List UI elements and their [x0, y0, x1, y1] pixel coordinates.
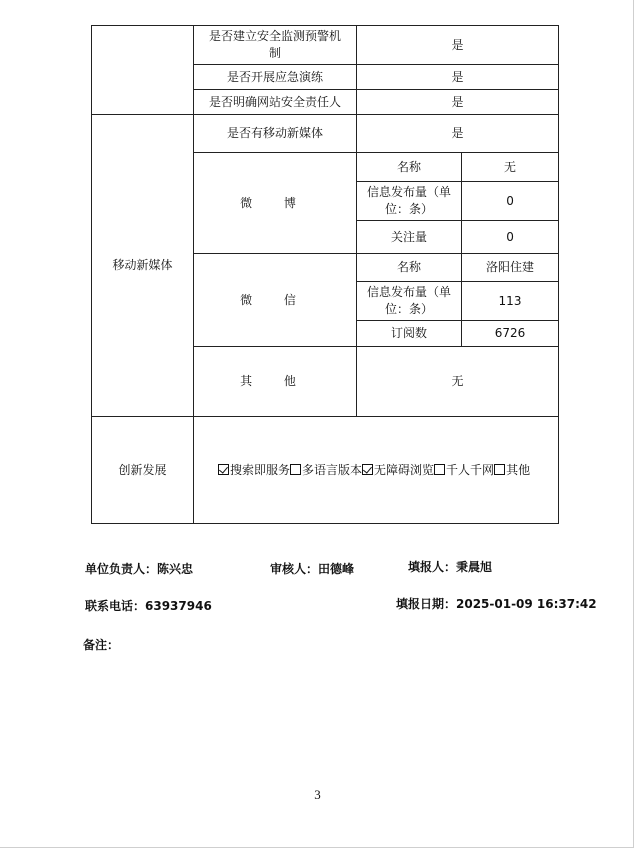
table-row	[92, 26, 559, 65]
wechat-subs-value: 6726	[462, 321, 559, 347]
remarks: 备注：	[83, 638, 120, 652]
option-label: 其他	[506, 462, 531, 477]
drill-value: 是	[357, 65, 559, 90]
option-label: 千人千网	[446, 462, 495, 477]
innovation-option[interactable]	[434, 463, 494, 477]
innovation-options	[194, 417, 559, 524]
other-value: 无	[357, 347, 559, 417]
option-label: 搜索即服务	[230, 462, 291, 477]
checkbox-icon[interactable]	[434, 464, 445, 475]
weibo-name-label: 名称	[357, 153, 462, 182]
has-mobile-value: 是	[357, 115, 559, 153]
fill-date: 填报日期：2025-01-09 16:37:42	[396, 597, 597, 611]
mobile-section-label: 移动新媒体	[92, 115, 194, 417]
weibo-posts-label: 信息发布量（单位：条）	[357, 182, 462, 221]
monitoring-value: 是	[357, 26, 559, 65]
option-label: 无障碍浏览	[374, 462, 435, 477]
empty-section-cell	[92, 26, 194, 115]
page-number: 3	[314, 787, 321, 802]
wechat-posts-value: 113	[462, 282, 559, 321]
checkbox-icon[interactable]	[494, 464, 505, 475]
responsible-value: 是	[357, 90, 559, 115]
innovation-option[interactable]	[218, 463, 290, 477]
weibo-posts-value: 0	[462, 182, 559, 221]
weibo-follow-label: 关注量	[357, 221, 462, 254]
checkbox-icon[interactable]	[218, 464, 229, 475]
table-row	[92, 417, 559, 524]
report-table	[91, 25, 559, 524]
phone: 联系电话：63937946	[85, 599, 212, 613]
has-mobile-label: 是否有移动新媒体	[194, 115, 357, 153]
filler: 填报人：秉晨旭	[408, 560, 493, 574]
wechat-name-value: 洛阳住建	[462, 254, 559, 282]
monitoring-label: 是否建立安全监测预警机制	[194, 26, 357, 65]
weibo-name-value: 无	[462, 153, 559, 182]
reviewer: 审核人：田德峰	[270, 562, 355, 576]
innovation-option[interactable]	[362, 463, 434, 477]
wechat-label: 微 信	[194, 254, 357, 347]
other-label: 其 他	[194, 347, 357, 417]
innovation-section-label: 创新发展	[92, 417, 194, 524]
innovation-option[interactable]	[290, 463, 362, 477]
unit-head: 单位负责人：陈兴忠	[85, 562, 194, 576]
checkbox-icon[interactable]	[362, 464, 373, 475]
table-row	[92, 115, 559, 153]
drill-label: 是否开展应急演练	[194, 65, 357, 90]
weibo-follow-value: 0	[462, 221, 559, 254]
wechat-subs-label: 订阅数	[357, 321, 462, 347]
innovation-option[interactable]	[494, 463, 530, 477]
weibo-label: 微 博	[194, 153, 357, 254]
wechat-name-label: 名称	[357, 254, 462, 282]
wechat-posts-label: 信息发布量（单位：条）	[357, 282, 462, 321]
checkbox-icon[interactable]	[290, 464, 301, 475]
responsible-label: 是否明确网站安全责任人	[194, 90, 357, 115]
option-label: 多语言版本	[302, 462, 363, 477]
